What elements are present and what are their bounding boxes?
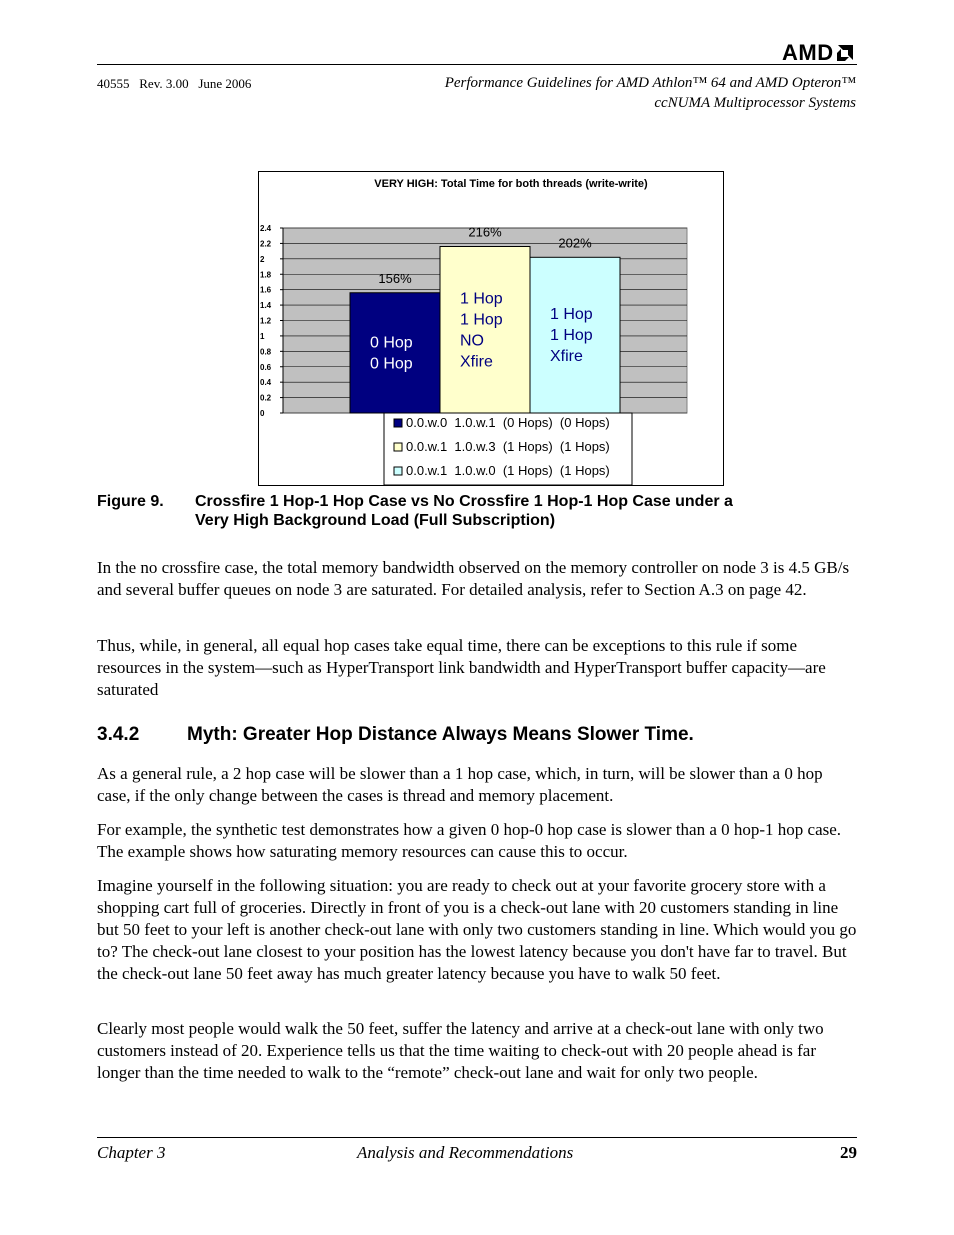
y-tick-label: 0.8 [260,347,272,357]
paragraph-4: For example, the synthetic test demonstrates how a given 0 hop-0 hop case is slower than a 0 hop-1 hop case. The example shows how saturating memory resources can cause this to occur. [97,820,842,861]
paragraph-2: Thus, while, in general, all equal hop cases take equal time, there can be exceptions to this rule if some resources in the system—such as HyperTransport link bandwidth and HyperTransport buffer capacity—are saturated [97,636,826,699]
bar-inner-label: 1 Hop [460,290,503,308]
bar-inner-label: Xfire [460,353,493,371]
amd-arrow-icon [835,43,855,63]
bar-data-label: 202% [558,235,592,251]
chart-frame [258,171,724,486]
y-tick-label: 2.4 [260,224,272,233]
amd-logo [782,40,855,66]
legend-entry: 0.0.w.0 1.0.w.1 (0 Hops) (0 Hops) [406,415,610,430]
paragraph-6: Clearly most people would walk the 50 feet, suffer the latency and arrive at a check-out lane with only two customers instead of 20. Experience tells us that the time waiting to check-out with 20 people ahead is far longer than the time needed to walk to the “remote” check-out lane and wait for only two people. [97,1019,824,1082]
bar-chart [259,172,723,485]
figure-caption-line1: Crossfire 1 Hop-1 Hop Case vs No Crossfire 1 Hop-1 Hop Case under a [195,493,733,510]
section-number: 3.4.2 [97,724,140,745]
legend-entry: 0.0.w.1 1.0.w.0 (1 Hops) (1 Hops) [406,463,610,478]
y-tick-label: 2 [260,254,265,264]
paragraph-1: In the no crossfire case, the total memory bandwidth observed on the memory controller on node 3 is 4.5 GB/s and several buffer queues on node 3 are saturated. For detailed analysis, refer to Section A.3 on page 42. [97,558,850,599]
page-number: 29 [840,1143,857,1162]
y-tick-label: 1.8 [260,270,272,280]
section-heading [97,724,694,746]
bar-inner-label: 0 Hop [370,334,413,352]
y-tick-label: 0.6 [260,362,272,372]
footer-rule [97,1137,857,1138]
y-tick-label: 0 [260,409,265,418]
legend-swatch [394,419,402,427]
y-tick-label: 1.6 [260,285,272,295]
figure-caption-line2: Very High Background Load (Full Subscription) [195,512,556,529]
bar-inner-label: 1 Hop [550,327,593,345]
header-title [445,73,856,113]
footer-chapter: Chapter 3 [97,1143,166,1162]
section-title: Myth: Greater Hop Distance Always Means Slower Time. [187,724,694,745]
bar-inner-label: NO [460,332,484,350]
header-rule [97,64,857,65]
y-tick-label: 2.2 [260,239,272,249]
legend-swatch [394,443,402,451]
chart-title: VERY HIGH: Total Time for both threads (write-write) [374,178,648,190]
y-tick-label: 0.4 [260,378,272,388]
bar-2 [440,247,530,414]
bar-inner-label: Xfire [550,348,583,366]
y-tick-label: 0.2 [260,393,272,403]
header-title-line1: Performance Guidelines for AMD Athlon™ 64 and AMD Opteron™ [444,75,856,91]
y-tick-label: 1.4 [260,301,272,311]
logo-text: AMD [782,40,834,65]
bar-1 [350,293,440,413]
y-tick-label: 1.2 [260,316,272,326]
paragraph-3: As a general rule, a 2 hop case will be slower than a 1 hop case, which, in turn, will be slower than a 0 hop case, if the only change between the cases is thread and memory placement. [97,764,823,805]
figure-number: Figure 9. [97,493,164,510]
legend-entry: 0.0.w.1 1.0.w.3 (1 Hops) (1 Hops) [406,439,610,454]
footer-section: Analysis and Recommendations [357,1143,574,1162]
bar-data-label: 156% [378,270,412,286]
header-title-line2: ccNUMA Multiprocessor Systems [654,95,856,111]
legend-swatch [394,467,402,475]
bar-inner-label: 1 Hop [460,311,503,329]
paragraph-5: Imagine yourself in the following situation: you are ready to check out at your favorite grocery store with a shopping cart full of groceries. Directly in front of you is a check-out lane with 20 customers standing in line but 50 feet to your left is another check-out lane with only two customers standing in line. Which would you go to? The check-out lane closest to your position has the lowest latency because you don't have far to travel. But the check-out lane 50 feet away has much greater latency because you have to walk 50 feet. [97,876,857,983]
doc-id: 40555 Rev. 3.00 June 2006 [97,76,252,91]
y-tick-label: 1 [260,331,265,341]
bar-inner-label: 1 Hop [550,306,593,324]
bar-data-label: 216% [468,224,502,240]
bar-inner-label: 0 Hop [370,355,413,373]
